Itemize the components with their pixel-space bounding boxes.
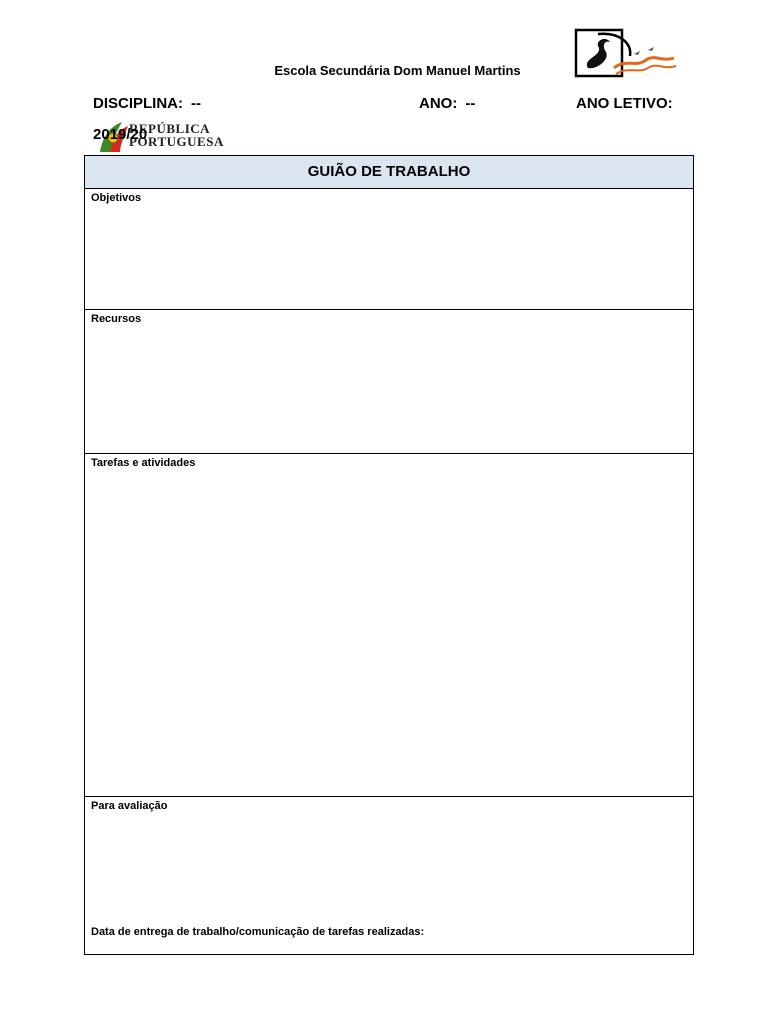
ano-letivo-field (576, 95, 673, 112)
disciplina-field (93, 95, 201, 112)
ano-letivo-value: 2019/20 (93, 126, 148, 143)
disciplina-value: -- (191, 95, 201, 112)
section-avaliacao-label: Para avaliação (91, 800, 168, 812)
section-objetivos-label: Objetivos (91, 192, 142, 204)
ano-value: -- (465, 95, 476, 112)
ano-label: ANO: (419, 95, 458, 112)
school-name: Escola Secundária Dom Manuel Martins (274, 63, 521, 78)
section-avaliacao[interactable] (85, 797, 693, 955)
section-recursos[interactable] (85, 310, 693, 454)
ano-field (419, 95, 475, 112)
section-objetivos[interactable] (85, 189, 693, 310)
form-title: GUIÃO DE TRABALHO (85, 156, 693, 189)
section-tarefas[interactable] (85, 454, 693, 797)
work-guide-form (84, 155, 694, 955)
disciplina-label: DISCIPLINA: (93, 95, 183, 112)
republica-logo-line-2: PORTUGUESA (129, 134, 224, 149)
section-recursos-label: Recursos (91, 313, 142, 325)
republica-logo-line-1: REPÚBLICA (129, 121, 211, 136)
delivery-date-label: Data de entrega de trabalho/comunicação de tarefas realizadas: (91, 926, 425, 938)
section-tarefas-label: Tarefas e atividades (91, 457, 196, 469)
ano-letivo-label: ANO LETIVO: (576, 95, 673, 112)
school-logo (574, 28, 678, 80)
